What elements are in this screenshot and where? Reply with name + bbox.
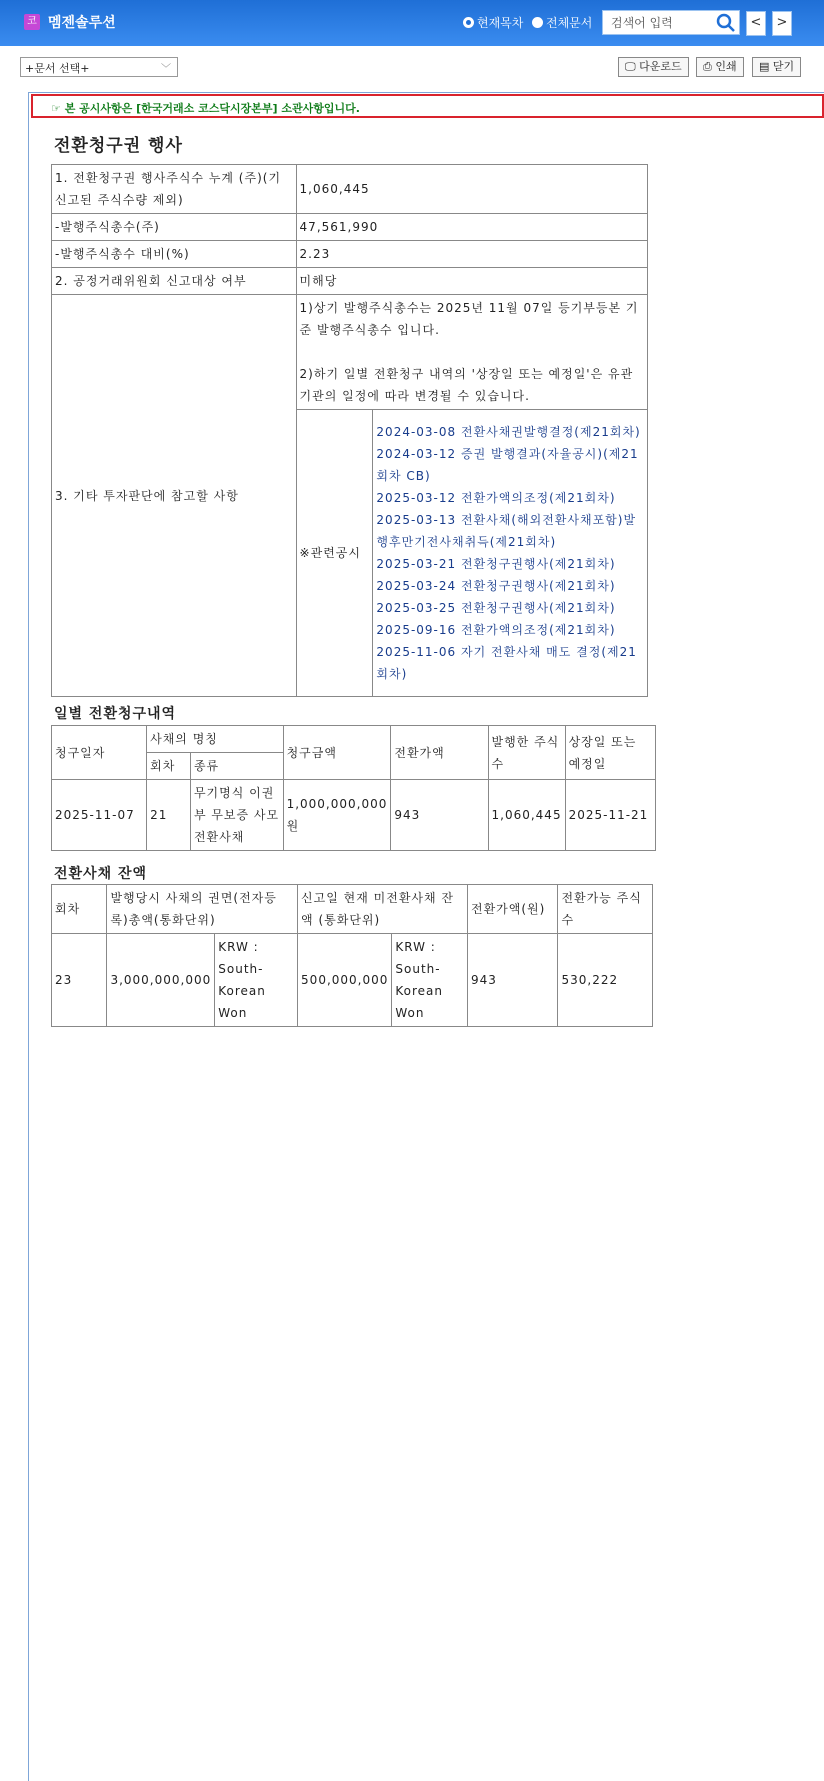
table-cell: KRW : South-Korean Won (215, 934, 298, 1027)
note-2: 2)하기 일별 전환청구 내역의 '상장일 또는 예정일'은 유관기관의 일정에 따라 변경될 수 있습니다. (299, 367, 634, 403)
table-header: 신고일 현재 미전환사채 잔액 (통화단위) (298, 885, 468, 934)
table-row (52, 295, 648, 410)
document-select[interactable] (20, 57, 178, 77)
related-link[interactable]: 2025-09-16 전환가액의조정(제21회차) (376, 623, 616, 637)
table-header: 전환가액 (391, 726, 488, 780)
table-cell: 미해당 (296, 268, 647, 295)
table-cell: 1,060,445 (296, 165, 647, 214)
related-link[interactable]: 2025-03-21 전환청구권행사(제21회차) (376, 557, 616, 571)
note-1: 1)상기 발행주식총수는 2025년 11월 07일 등기부등본 기준 발행주식총수 입니다. (299, 301, 639, 337)
table-row (52, 780, 656, 851)
radio-all-docs[interactable] (532, 13, 592, 31)
table-header: 사채의 명칭 (147, 726, 283, 753)
table-cell: 21 (147, 780, 191, 851)
printer-icon: ⎙ (703, 60, 712, 73)
table-header: 전환가액(원) (468, 885, 558, 934)
table-cell: 2.23 (296, 241, 647, 268)
related-link[interactable]: 2024-03-08 전환사채권발행결정(제21회차) (376, 425, 641, 439)
table-row (52, 268, 648, 295)
table-row (52, 241, 648, 268)
chevron-down-icon: ﹀ (161, 64, 171, 75)
table-cell: 2025-11-21 (565, 780, 655, 851)
related-link[interactable]: 2025-03-25 전환청구권행사(제21회차) (376, 601, 616, 615)
table-header: 종류 (190, 753, 283, 780)
app-logo-icon: 코 (24, 14, 40, 30)
table-cell: 무기명식 이권부 무보증 사모 전환사채 (190, 780, 283, 851)
table-cell: 943 (468, 934, 558, 1027)
table-cell: -발행주식총수(주) (52, 214, 297, 241)
app-header (0, 0, 824, 46)
table-row (52, 214, 648, 241)
daily-table (51, 725, 656, 851)
download-button[interactable] (618, 57, 689, 77)
table-row (52, 165, 648, 214)
table-cell: ※관련공시 (296, 410, 373, 697)
table-cell: 23 (52, 934, 107, 1027)
radio-selected-icon (463, 17, 474, 28)
table-header: 회차 (147, 753, 191, 780)
table-cell: 1,060,445 (488, 780, 565, 851)
related-link[interactable]: 2025-03-24 전환청구권행사(제21회차) (376, 579, 616, 593)
table-cell: 3,000,000,000 (107, 934, 215, 1027)
table-header: 청구금액 (283, 726, 391, 780)
table-header: 전환가능 주식수 (558, 885, 653, 934)
table-header: 발행당시 사채의 권면(전자등록)총액(통화단위) (107, 885, 298, 934)
table-cell: 943 (391, 780, 488, 851)
related-link[interactable]: 2024-03-12 증권 발행결과(자율공시)(제21회차 CB) (376, 447, 639, 483)
monitor-icon: 🖵 (625, 60, 636, 73)
table-header: 청구일자 (52, 726, 147, 780)
table-header: 발행한 주식수 (488, 726, 565, 780)
table-cell: 1,000,000,000원 (283, 780, 391, 851)
main-table (51, 164, 648, 697)
print-label: 인쇄 (715, 60, 737, 73)
related-disclosures (373, 410, 648, 697)
balance-table (51, 884, 653, 1027)
document-select-value: +문서 선택+ (25, 62, 90, 75)
page-title: 전환청구권 행사 (54, 136, 183, 156)
table-cell: 3. 기타 투자판단에 참고할 사항 (52, 295, 297, 697)
radio-unselected-icon (532, 17, 543, 28)
next-button[interactable]: > (772, 11, 792, 36)
table-cell: 530,222 (558, 934, 653, 1027)
table-cell: -발행주식총수 대비(%) (52, 241, 297, 268)
table-header: 회차 (52, 885, 107, 934)
radio-current-toc[interactable] (463, 13, 523, 31)
table-header-row (52, 885, 653, 934)
prev-button[interactable]: < (746, 11, 766, 36)
download-label: 다운로드 (639, 60, 682, 73)
table-cell (296, 295, 647, 410)
related-link[interactable]: 2025-11-06 자기 전환사채 매도 결정(제21회차) (376, 645, 637, 681)
table-cell: 2. 공정거래위원회 신고대상 여부 (52, 268, 297, 295)
search-input[interactable]: 검색어 입력 (602, 10, 740, 35)
related-link[interactable]: 2025-03-13 전환사채(해외전환사채포함)발행후만기전사채취득(제21회차) (376, 513, 637, 549)
table-cell: 47,561,990 (296, 214, 647, 241)
table-header-row (52, 726, 656, 753)
close-button[interactable] (752, 57, 801, 77)
search-icon[interactable] (716, 13, 736, 33)
table-cell: 1. 전환청구권 행사주식수 누계 (주)(기 신고된 주식수량 제외) (52, 165, 297, 214)
radio-all-label: 전체문서 (546, 15, 593, 30)
table-cell: 500,000,000 (298, 934, 392, 1027)
document-icon: ▤ (759, 60, 770, 73)
table-header: 상장일 또는 예정일 (565, 726, 655, 780)
table-cell: KRW : South-Korean Won (392, 934, 468, 1027)
section-title-balance: 전환사채 잔액 (54, 866, 148, 882)
table-row (52, 934, 653, 1027)
print-button[interactable] (696, 57, 744, 77)
app-title: 멤젠솔루션 (48, 15, 116, 31)
section-title-daily: 일별 전환청구내역 (54, 706, 177, 722)
radio-current-label: 현재목차 (477, 15, 524, 30)
notice-banner: ☞ 본 공시사항은 [한국거래소 코스닥시장본부] 소관사항입니다. (31, 94, 824, 118)
close-label: 닫기 (772, 60, 795, 73)
related-link[interactable]: 2025-03-12 전환가액의조정(제21회차) (376, 491, 616, 505)
table-cell: 2025-11-07 (52, 780, 147, 851)
